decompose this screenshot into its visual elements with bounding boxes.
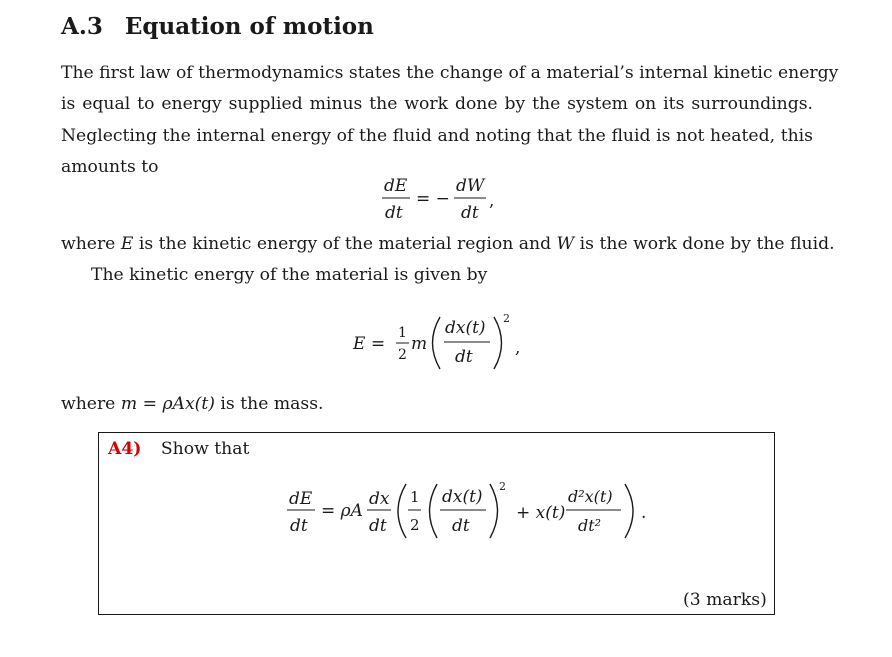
paragraph-kinetic-intro: The kinetic energy of the material is given by [91,265,488,285]
eq1-lhs-denominator: dt [385,203,403,223]
paragraph-line-3: Neglecting the internal energy of the fluid and noting that the fluid is not heated, this [61,126,813,146]
eq3-f3-denominator: dt² [578,516,602,535]
eq3-f1-denominator: dt [369,516,387,536]
eq2-half-denominator: 2 [398,347,407,363]
paragraph-line-4: amounts to [61,157,159,177]
eq1-lhs-numerator: dE [384,176,408,196]
eq3-lhs-numerator: dE [289,489,313,509]
eq2-exponent: 2 [503,312,510,325]
p4-mass-expression: m = ρAx(t) [120,394,215,414]
eq1-rhs-numerator: dW [456,176,485,196]
equation-kinetic-energy [345,305,555,385]
eq2-trailing-comma: , [515,338,521,358]
eq2-mass-symbol: m [411,334,428,354]
question-header [108,439,249,459]
eq2-fraction-numerator: dx(t) [445,318,486,338]
paragraph-line-2: is equal to energy supplied minus the work done by the system on its surroundings. [61,94,813,114]
section-title: Equation of motion [124,13,374,40]
section-number: A.3 [61,13,103,40]
p4-text-2: is the mass. [214,394,324,414]
p2-text-1: where [61,234,121,254]
eq2-lhs: E = [353,334,386,354]
section-heading [61,13,374,40]
eq3-equals-rhoA: = ρA [321,501,363,521]
eq3-trailing-period: . [641,503,647,523]
paragraph-energy-definition [61,234,835,254]
eq3-f2-numerator: dx(t) [442,487,483,507]
eq3-inner-left-paren [430,484,438,538]
p2-text-3: is the work done by the fluid. [574,234,835,254]
eq3-f2-denominator: dt [452,516,470,536]
question-prompt: Show that [160,439,250,459]
equation-energy-rate [285,470,665,554]
eq1-trailing-comma: , [489,191,495,211]
eq2-right-paren [494,317,502,369]
eq1-equals: = − [416,189,450,209]
p4-text-1: where [61,394,121,414]
paragraph-line-1: The first law of thermodynamics states the change of a material’s internal kinetic energy [61,63,839,83]
question-label: A4) [108,439,142,459]
eq3-half-denominator: 2 [410,516,420,534]
paragraph-mass-definition [61,394,323,414]
eq3-f3-numerator: d²x(t) [568,487,613,506]
eq1-rhs-denominator: dt [461,203,479,223]
eq3-lhs-denominator: dt [290,516,308,536]
eq2-fraction-denominator: dt [455,347,473,367]
eq3-plus-x: + x(t) [516,503,566,523]
equation-energy-work [370,170,520,230]
p2-symbol-E: E [120,234,134,254]
eq3-outer-right-paren [625,484,633,538]
eq3-half-numerator: 1 [410,488,420,506]
question-marks: (3 marks) [683,590,767,610]
eq2-half-numerator: 1 [398,325,407,341]
eq3-outer-left-paren [398,484,406,538]
eq2-left-paren [433,317,441,369]
p2-symbol-W: W [556,234,575,254]
eq3-f1-numerator: dx [369,489,390,509]
eq3-inner-right-paren [490,484,498,538]
p2-text-2: is the kinetic energy of the material region and [133,234,557,254]
eq3-exponent: 2 [499,480,506,493]
